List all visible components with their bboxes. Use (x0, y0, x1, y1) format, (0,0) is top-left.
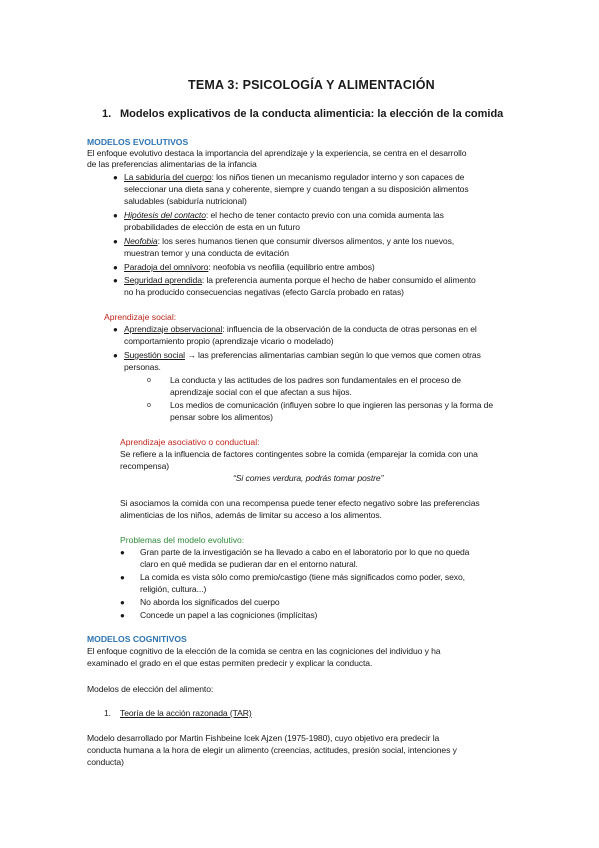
list-item: Gran parte de la investigación se ha llevado a cabo en el laboratorio por lo que no queda (140, 547, 470, 557)
social-heading: Aprendizaje social: (104, 312, 177, 322)
term: Seguridad aprendida (124, 275, 202, 285)
list-item (124, 210, 444, 221)
list-item (124, 236, 454, 247)
paragraph-line: conducta) (87, 757, 124, 767)
paragraph-line: Modelo desarrollado por Martin Fishbeine Icek Ajzen (1975-1980), cuyo objetivo era predecir la (87, 733, 440, 743)
bullet-icon: ● (113, 276, 118, 285)
section-number: 1. (102, 108, 112, 120)
numbered-item-number: 1. (104, 708, 111, 718)
list-item: No aborda los significados del cuerpo (140, 597, 280, 607)
list-item: La comida es vista sólo como premio/castigo (tiene más significados como poder, sexo, (140, 572, 465, 582)
evolutive-heading: MODELOS EVOLUTIVOS (87, 137, 189, 147)
list-item-cont: no ha producido consecuencias negativas (efecto García probado en ratas) (124, 287, 404, 297)
list-item (124, 350, 481, 361)
bullet-icon: ● (113, 325, 118, 334)
list-item-cont: personas. (124, 362, 161, 372)
text: : influencia de la observación de la conducta de otras personas en el (222, 324, 477, 334)
text: : los niños tienen un mecanismo regulador interno y son capaces de (211, 172, 465, 182)
list-item (124, 324, 477, 335)
text: : neofobia vs neofilia (equilibrio entre ambos) (208, 262, 375, 272)
cognitive-heading: MODELOS COGNITIVOS (87, 634, 187, 644)
problems-heading: Problemas del modelo evolutivo: (120, 535, 245, 545)
list-item (124, 172, 464, 183)
list-item-cont: religión, cultura...) (140, 584, 207, 594)
text: : la preferencia aumenta porque el hecho de haber consumido el alimento (201, 275, 476, 285)
term: Aprendizaje observacional (124, 324, 223, 334)
paragraph-line: alimenticias de los niños, además de limitar su acceso a los alimentos. (120, 510, 382, 520)
term: La sabiduría del cuerpo (124, 172, 212, 182)
list-item-cont: probabilidades de elección de esta en un futuro (124, 222, 300, 232)
list-item (124, 262, 375, 273)
list-item (124, 275, 476, 286)
paragraph-line: conducta humana a la hora de elegir un alimento (creencias, actitudes, presión social, intenciones y (87, 745, 457, 755)
paragraph-line: Si asociamos la comida con una recompensa puede tener efecto negativo sobre las preferencias (120, 498, 480, 508)
evolutive-intro-line: El enfoque evolutivo destaca la importancia del aprendizaje y la experiencia, se centra en el desarrollo (87, 148, 467, 158)
term: Neofobia (124, 236, 158, 246)
section-heading: Modelos explicativos de la conducta alimenticia: la elección de la comida (120, 108, 504, 120)
paragraph-line: El enfoque cognitivo de la elección de la comida se centra en las cogniciones del individuo y ha (87, 646, 441, 656)
bullet-icon: ● (113, 211, 118, 220)
sub-item: La conducta y las actitudes de los padres son fundamentales en el proceso de (170, 375, 461, 385)
associative-heading: Aprendizaje asociativo o conductual: (120, 437, 260, 447)
numbered-item: Teoría de la acción razonada (TAR) (120, 708, 252, 718)
bullet-icon: ● (113, 351, 118, 360)
page-title: TEMA 3: PSICOLOGÍA Y ALIMENTACIÓN (188, 78, 435, 92)
list-item-cont: claro en qué medida se pudieran dar en el entorno natural. (140, 559, 358, 569)
circle-bullet-icon: o (147, 377, 151, 384)
term: Paradoja del omnívoro (124, 262, 209, 272)
list-item-cont: comportamiento propio (aprendizaje vicario o modelado) (124, 336, 334, 346)
term: Hipótesis del contacto (124, 210, 206, 220)
bullet-icon: ● (113, 237, 118, 246)
list-item-cont: seleccionar una dieta sana y coherente, siempre y cuando tengan a su disposición alimentos (124, 184, 469, 194)
bullet-icon: ● (120, 611, 125, 620)
term: Sugestión social (124, 350, 185, 360)
evolutive-intro-line: de las preferencias alimentarias de la infancia (87, 159, 257, 169)
paragraph-line: recompensa) (120, 461, 170, 471)
sub-item-cont: pensar sobre los alimentos) (170, 412, 273, 422)
text: → las preferencias alimentarias cambian según lo que vemos que comen otras (184, 350, 481, 360)
bullet-icon: ● (120, 598, 125, 607)
circle-bullet-icon: o (147, 402, 151, 409)
paragraph-line: Modelos de elección del alimento: (87, 684, 214, 694)
sub-item: Los medios de comunicación (influyen sobre lo que ingieren las personas y la forma de (170, 400, 494, 410)
paragraph-line: Se refiere a la influencia de factores contingentes sobre la comida (emparejar la comida con una (120, 449, 478, 459)
bullet-icon: ● (113, 173, 118, 182)
text: : los seres humanos tienen que consumir diversos alimentos, y ante los nuevos, (157, 236, 455, 246)
bullet-icon: ● (113, 263, 118, 272)
text: : el hecho de tener contacto previo con una comida aumenta las (205, 210, 444, 220)
quote: “Si comes verdura, podrás tomar postre” (233, 473, 384, 483)
paragraph-line: examinado el grado en el que estas permiten predecir y explicar la conducta. (87, 658, 373, 668)
bullet-icon: ● (120, 573, 125, 582)
sub-item-cont: aprendizaje social con el que afectan a sus hijos. (170, 387, 352, 397)
list-item-cont: saludables (sabiduría nutricional) (124, 196, 247, 206)
list-item: Concede un papel a las cogniciones (implícitas) (140, 610, 318, 620)
bullet-icon: ● (120, 548, 125, 557)
list-item-cont: muestran temor y una conducta de evitación (124, 248, 289, 258)
